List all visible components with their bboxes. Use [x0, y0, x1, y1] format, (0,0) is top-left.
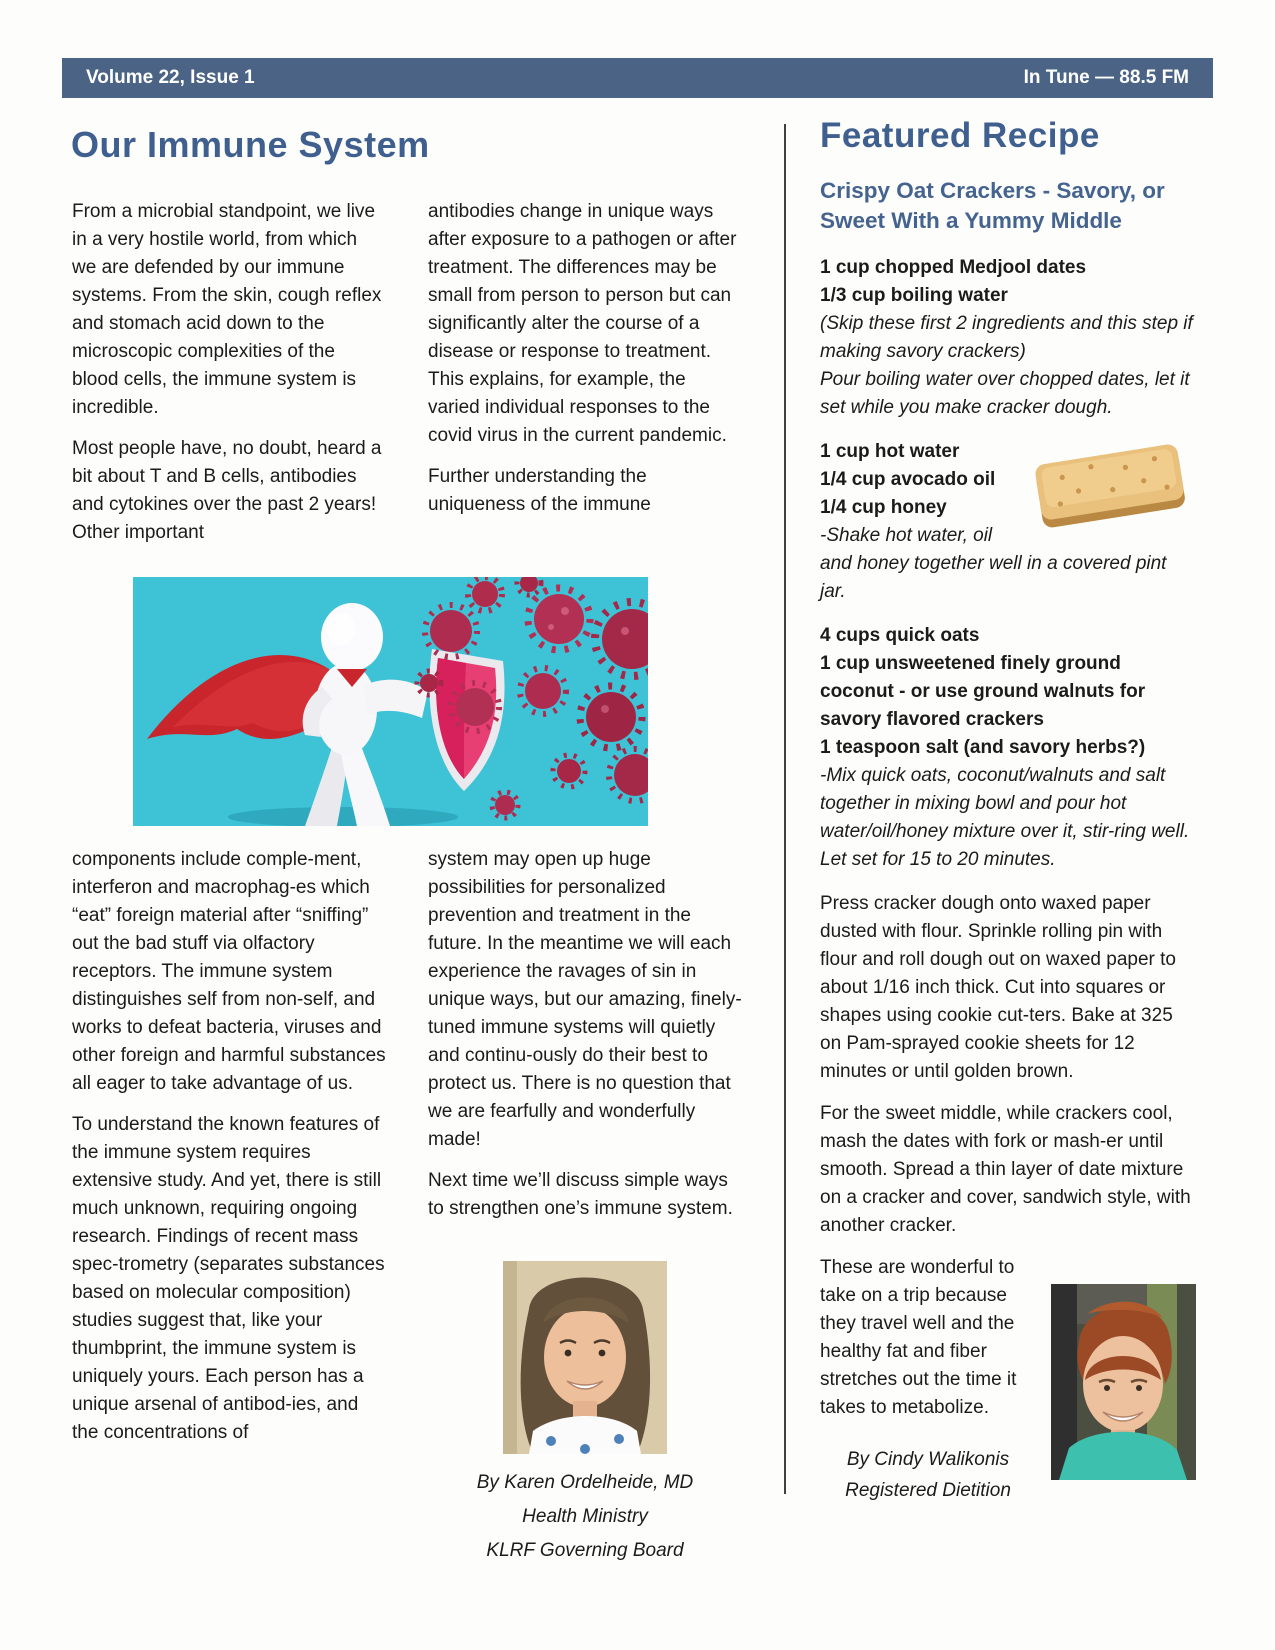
article-paragraph: Further understanding the uniqueness of the immune — [428, 466, 651, 515]
article-paragraph: antibodies change in unique ways after exposure to a pathogen or after treatment. The differences may be small from person to person but can significantly alter the course of a disease or response to treatment. This explains, for example, the varied individual responses to the covid virus in the current pandemic. — [428, 201, 737, 446]
article-paragraph: Next time we’ll discuss simple ways to strengthen one’s immune system. — [428, 1170, 733, 1219]
station-label: In Tune — 88.5 FM — [1023, 67, 1189, 88]
recipe-step: -Shake hot water, oil and honey together well in a covered pint jar. — [820, 525, 1167, 602]
article-title: Our Immune System — [71, 124, 430, 165]
spacer — [820, 422, 1196, 438]
recipe-step: For the sweet middle, while crackers cool, mash the dates with fork or mash-er until smooth. Spread a thin layer of date mixture on a cracker and cover, sandwich style, with another cracker. — [820, 1103, 1191, 1236]
ingredient: 1 cup chopped Medjool dates — [820, 257, 1087, 278]
column-divider — [784, 124, 786, 1494]
article-paragraph: system may open up huge possibilities for personalized prevention and treatment in the future. In the meantime we will each experience the ravages of sin in unique ways, but our amazing, finely-tuned immune systems will quietly and continu-ously do their best to protect us. There is no question that we are fearfully and wonderfully made! — [428, 849, 742, 1150]
recipe-section — [820, 116, 1196, 1506]
issue-label: Volume 22, Issue 1 — [86, 67, 255, 88]
ingredient: 1 cup hot water — [820, 441, 960, 462]
cindy-portrait-photo — [1051, 1284, 1196, 1480]
article-paragraph: To understand the known features of the immune system requires extensive study. And yet, there is still much unknown, requiring ongoing research. Findings of recent mass spec-trometry (separates substances based on molecular composition) studies suggest that, like your thumbprint, the immune system is uniquely yours. Each person has a unique arsenal of antibod-ies, and the concentrations of — [72, 1114, 385, 1443]
recipe-note: (Skip these first 2 ingredients and this step if making savory crackers) — [820, 313, 1193, 362]
article-byline — [428, 1466, 742, 1568]
recipe-name: Crispy Oat Crackers - Savory, or Sweet With a Yummy Middle — [820, 178, 1165, 233]
article-column-2-bottom — [428, 846, 742, 1236]
spacer — [820, 606, 1196, 622]
article-paragraph: components include comple-ment, interferon and macrophag-es which “eat” foreign material after “sniffing” out the bad stuff via olfactory receptors. The immune system distinguishes self from non-self, and works to defeat bacteria, viruses and other foreign and harmful substances all eager to take advantage of us. — [72, 849, 386, 1094]
ingredient: 1/3 cup boiling water — [820, 285, 1008, 306]
ingredient: 1 cup unsweetened finely ground coconut - or use ground walnuts for savory flavored crackers — [820, 653, 1146, 730]
recipe-section-title: Featured Recipe — [820, 116, 1100, 155]
byline-role: Health Ministry — [522, 1506, 648, 1527]
recipe-byline — [820, 1444, 1036, 1506]
article-paragraph: Most people have, no doubt, heard a bit about T and B cells, antibodies and cytokines over the past 2 years! Other important — [72, 438, 382, 543]
spacer — [820, 874, 1196, 890]
karen-portrait-photo — [503, 1261, 667, 1454]
byline-author: By Karen Ordelheide, MD — [476, 1472, 694, 1493]
byline-org: KLRF Governing Board — [486, 1540, 684, 1561]
ingredient: 1/4 cup honey — [820, 497, 947, 518]
article-column-1-bottom — [72, 846, 386, 1460]
article-column-2-top — [428, 198, 742, 532]
cracker-photo — [1024, 438, 1196, 533]
article-column-1-top — [72, 198, 386, 560]
article-paragraph: From a microbial standpoint, we live in a very hostile world, from which we are defended by our immune systems. From the skin, cough reflex and stomach acid down to the microscopic complexities of the blood cells, the immune system is incredible. — [72, 201, 382, 418]
ingredient: 1 teaspoon salt (and savory herbs?) — [820, 737, 1146, 758]
ingredient: 1/4 cup avocado oil — [820, 469, 996, 490]
byline-author: By Cindy Walikonis — [846, 1449, 1010, 1470]
byline-role: Registered Dietition — [845, 1480, 1011, 1501]
ingredient: 4 cups quick oats — [820, 625, 980, 646]
recipe-step: -Mix quick oats, coconut/walnuts and salt together in mixing bowl and pour hot water/oil/honey mixture over it, stir-ring well. Let set for 15 to 20 minutes. — [820, 765, 1190, 870]
masthead-bar — [62, 58, 1213, 98]
recipe-step: Pour boiling water over chopped dates, let it set while you make cracker dough. — [820, 369, 1190, 418]
recipe-step: These are wonderful to take on a trip because they travel well and the healthy fat and fiber stretches out the time it takes to metabolize. — [820, 1257, 1017, 1418]
recipe-step: Press cracker dough onto waxed paper dusted with flour. Sprinkle rolling pin with flour and roll dough out on waxed paper to about 1/16 inch thick. Cut into squares or shapes using cookie cut-ters. Bake at 325 on Pam-sprayed cookie sheets for 12 minutes or until golden brown. — [820, 893, 1176, 1082]
immune-illustration — [133, 577, 648, 826]
